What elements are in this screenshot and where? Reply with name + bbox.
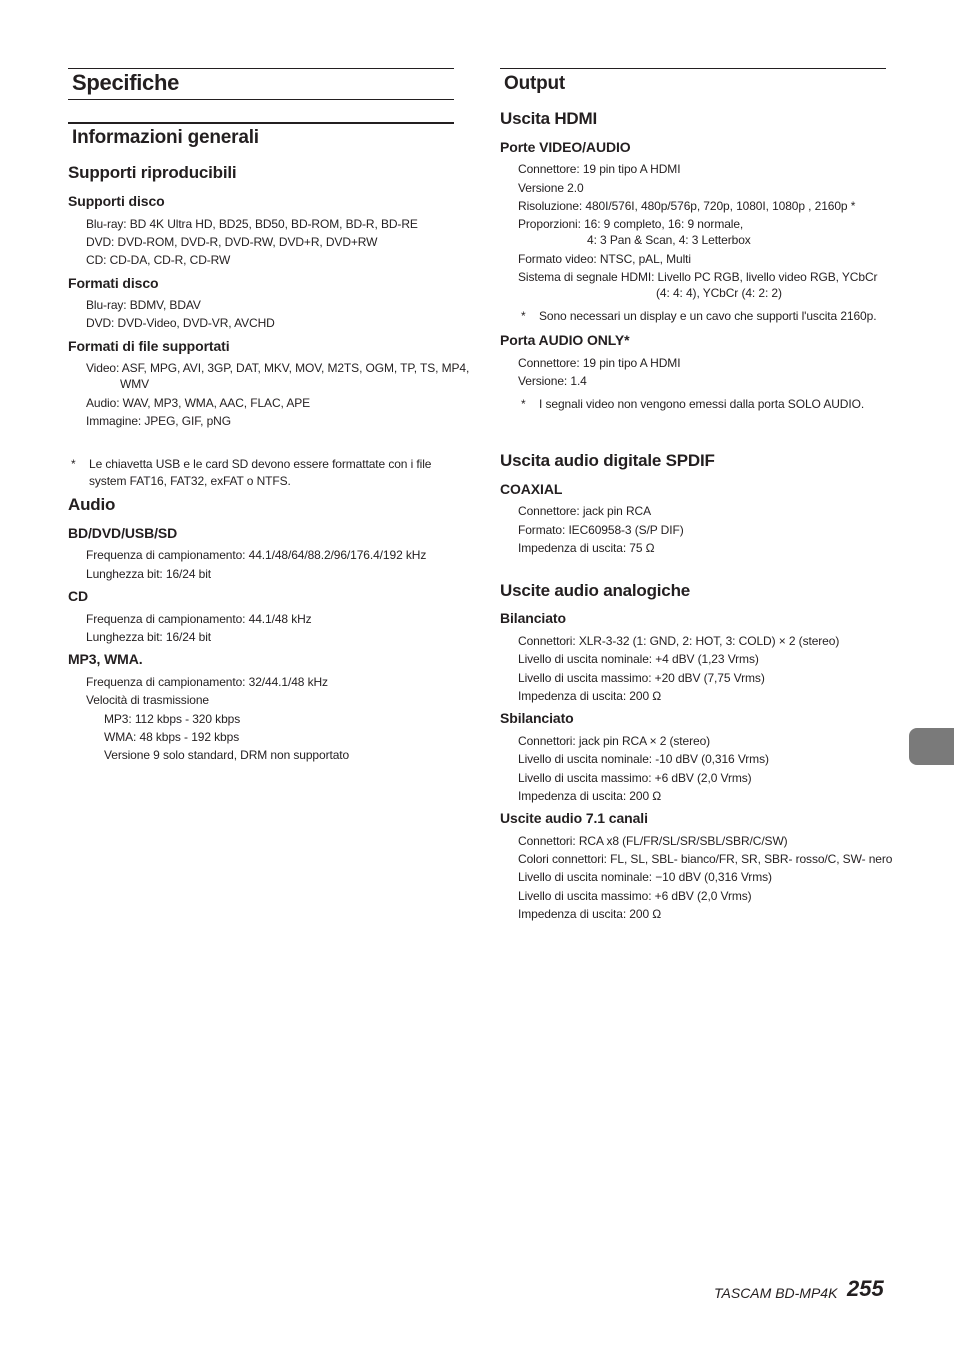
section-rule-general [68,122,454,124]
spec-line: Connettore: jack pin RCA [518,504,651,518]
spec-line: Impedenza di uscita: 200 Ω [518,789,662,803]
heading-bd-dvd-usb-sd: BD/DVD/USB/SD [68,525,178,541]
heading-disc-formats: Formati disco [68,275,159,291]
spec-line: Connettore: 19 pin tipo A HDMI [518,356,681,370]
spec-line: Impedenza di uscita: 200 Ω [518,689,662,703]
heading-analog-outputs: Uscite audio analogiche [500,581,691,600]
spec-line: Velocità di trasmissione [86,693,209,707]
spec-line: Frequenza di campionamento: 44.1/48/64/88.2/96/176.4/192 kHz [86,548,427,562]
spec-line: Lunghezza bit: 16/24 bit [86,630,212,644]
spec-line: Frequenza di campionamento: 44.1/48 kHz [86,612,312,626]
hdmi-2160p-note [521,308,886,325]
note-marker: * [521,309,526,323]
spec-line: CD: CD-DA, CD-R, CD-RW [86,253,231,267]
audio-only-note [521,396,886,413]
note-text: Sono necessari un display e un cavo che supporti l'uscita 2160p. [539,309,877,323]
spec-line: Immagine: JPEG, GIF, pNG [86,414,231,428]
spec-line: Impedenza di uscita: 75 Ω [518,541,655,555]
spec-line: Connettori: jack pin RCA × 2 (stereo) [518,734,711,748]
spec-line: Livello di uscita massimo: +20 dBV (7,75 Vrms) [518,671,765,685]
page-title: Specifiche [72,70,180,95]
spec-line: Formato video: NTSC, pAL, Multi [518,252,691,266]
spec-line: DVD: DVD-ROM, DVD-R, DVD-RW, DVD+R, DVD+RW [86,235,378,249]
heading-audio-only-port: Porta AUDIO ONLY* [500,332,630,348]
footer-brand: TASCAM BD-MP4K [714,1285,838,1301]
spec-line: Livello di uscita nominale: -10 dBV (0,316 Vrms) [518,752,769,766]
spec-line: Livello di uscita nominale: +4 dBV (1,23 Vrms) [518,652,759,666]
section-title-output: Output [504,73,566,94]
heading-video-audio-ports: Porte VIDEO/AUDIO [500,139,631,155]
chapter-side-tab [909,728,954,765]
note-text: system FAT16, FAT32, exFAT o NTFS. [89,474,291,488]
spec-line: Proporzioni: 16: 9 completo, 16: 9 normale, [518,217,744,231]
note-marker: * [521,397,526,411]
heading-supported-media: Supporti riproducibili [68,163,237,182]
spec-line: Versione 9 solo standard, DRM non supportato [104,748,350,762]
spec-line: WMA: 48 kbps - 192 kbps [104,730,240,744]
note-text: I segnali video non vengono emessi dalla porta SOLO AUDIO. [539,397,865,411]
page-number: 255 [847,1276,884,1301]
spec-line: Risoluzione: 480I/576I, 480p/576p, 720p, 1080I, 1080p , 2160p * [518,199,856,213]
page-title-box [68,68,454,100]
heading-hdmi-output: Uscita HDMI [500,109,597,128]
spec-line: Connettori: RCA x8 (FL/FR/SL/SR/SBL/SBR/C/SW) [518,834,788,848]
spec-line: Colori connettori: FL, SL, SBL- bianco/FR, SR, SBR- rosso/C, SW- nero [518,852,893,866]
spec-line: Lunghezza bit: 16/24 bit [86,567,212,581]
section-rule-output [500,68,886,69]
spec-line: Video: ASF, MPG, AVI, 3GP, DAT, MKV, MOV, M2TS, OGM, TP, TS, MP4, [86,361,470,375]
heading-audio: Audio [68,495,116,514]
spec-line: MP3: 112 kbps - 320 kbps [104,712,241,726]
spec-line: Impedenza di uscita: 200 Ω [518,907,662,921]
usb-sd-note [71,456,451,490]
spec-line: DVD: DVD-Video, DVD-VR, AVCHD [86,316,275,330]
heading-file-formats: Formati di file supportati [68,338,230,354]
section-title-general: Informazioni generali [72,127,259,148]
heading-cd: CD [68,588,89,604]
spec-line: Blu-ray: BD 4K Ultra HD, BD25, BD50, BD-ROM, BD-R, BD-RE [86,217,418,231]
heading-mp3-wma: MP3, WMA. [68,651,143,667]
spec-line: Audio: WAV, MP3, WMA, AAC, FLAC, APE [86,396,311,410]
spec-line: 4: 3 Pan & Scan, 4: 3 Letterbox [587,233,751,247]
spec-line: Blu-ray: BDMV, BDAV [86,298,201,312]
spec-line: WMV [120,377,150,391]
heading-unbalanced: Sbilanciato [500,710,574,726]
heading-spdif-output: Uscita audio digitale SPDIF [500,451,715,470]
note-marker: * [71,457,76,471]
spec-line: Versione: 1.4 [518,374,587,388]
heading-7-1-outputs: Uscite audio 7.1 canali [500,810,648,826]
spec-line: Sistema di segnale HDMI: Livello PC RGB, livello video RGB, YCbCr [518,270,878,284]
spec-line: Livello di uscita massimo: +6 dBV (2,0 Vrms) [518,889,752,903]
note-text: Le chiavetta USB e le card SD devono essere formattate con i file [89,457,432,471]
spec-line: Versione 2.0 [518,181,584,195]
spec-line: Connettore: 19 pin tipo A HDMI [518,162,681,176]
spec-line: Livello di uscita massimo: +6 dBV (2,0 Vrms) [518,771,752,785]
heading-balanced: Bilanciato [500,610,566,626]
heading-disc-media: Supporti disco [68,193,165,209]
spec-line: Connettori: XLR-3-32 (1: GND, 2: HOT, 3: COLD) × 2 (stereo) [518,634,840,648]
spec-line: Frequenza di campionamento: 32/44.1/48 kHz [86,675,328,689]
spec-line: (4: 4: 4), YCbCr (4: 2: 2) [656,286,782,300]
spec-line: Livello di uscita nominale: −10 dBV (0,316 Vrms) [518,870,772,884]
heading-coaxial: COAXIAL [500,481,563,497]
spec-line: Formato: IEC60958-3 (S/P DIF) [518,523,684,537]
